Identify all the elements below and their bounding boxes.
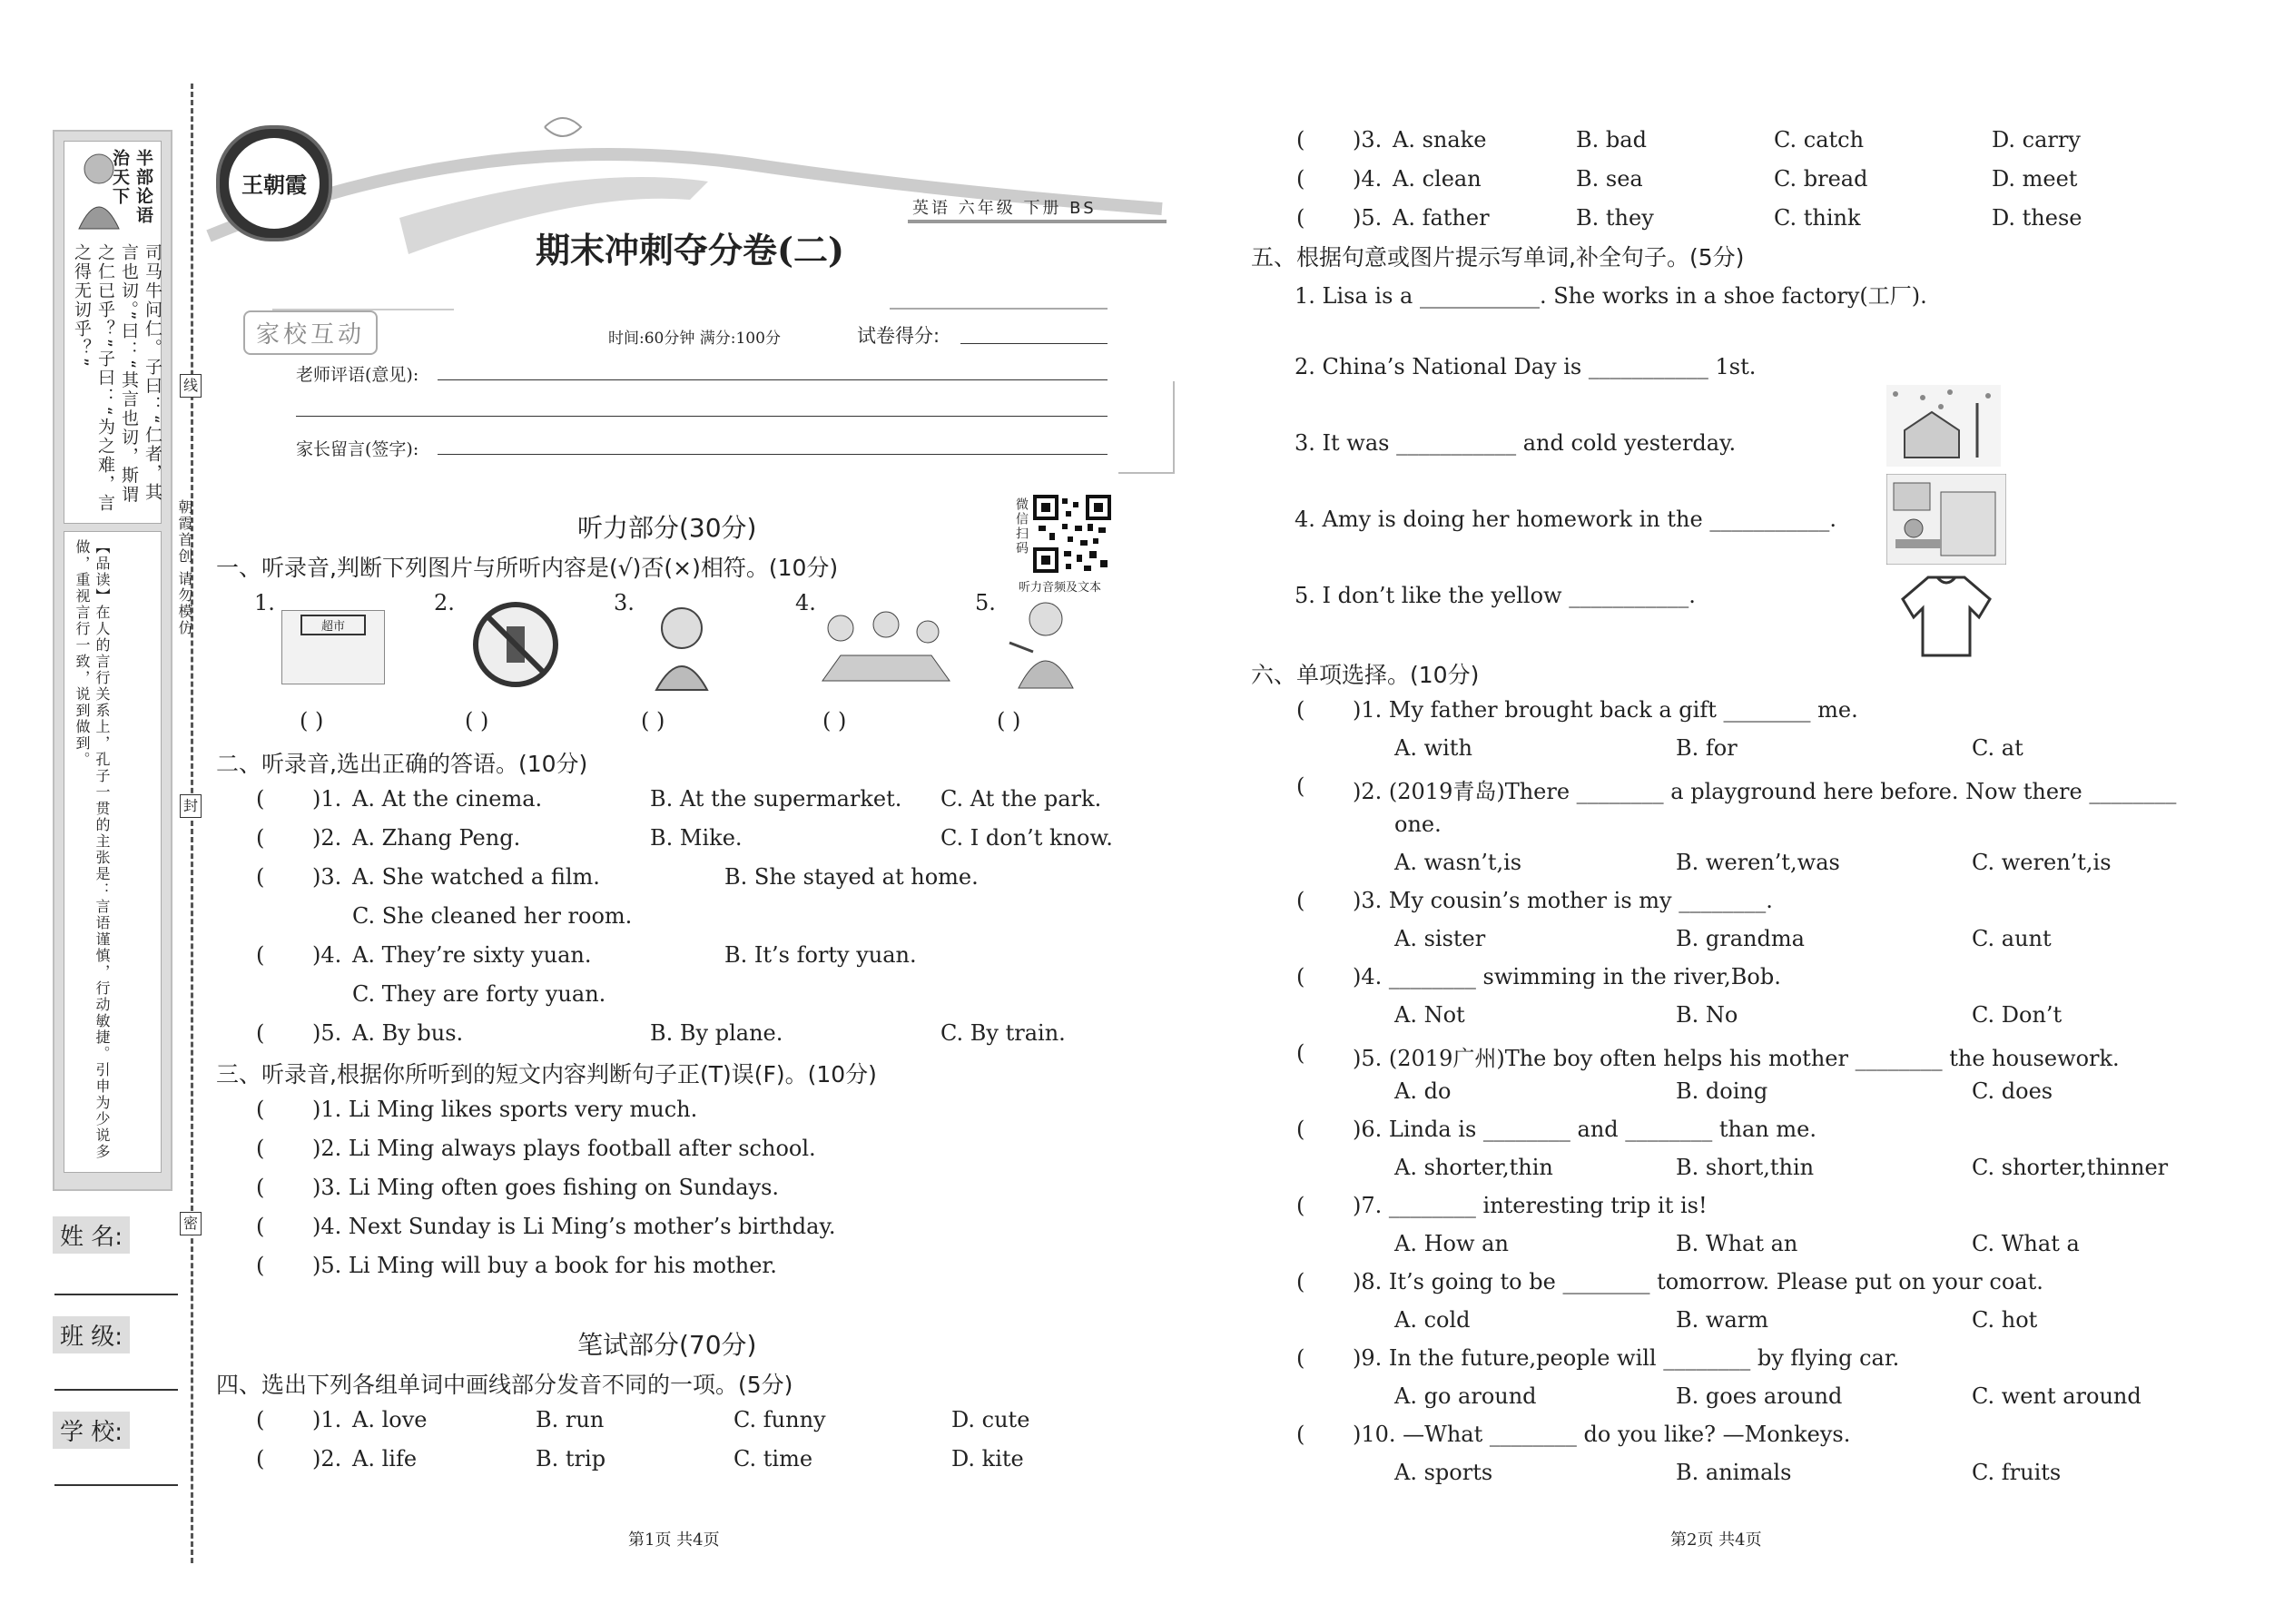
choice-option-c: C. shorter,thinner	[1972, 1155, 2169, 1180]
answer-bracket[interactable]: (	[256, 1136, 265, 1161]
qr-side-label: 微信扫码	[1014, 497, 1029, 556]
nurse-picture-icon	[643, 597, 721, 692]
question-number: )1.	[312, 786, 342, 812]
choice-option-c: C. at	[1972, 735, 2023, 761]
question-number: )5.	[1353, 205, 1383, 231]
cut-mark: 线	[180, 374, 202, 398]
answer-bracket[interactable]: (	[1296, 127, 1305, 153]
sidebar-commentary: 【品读】在人的言行关系上，孔子一贯的主张是：言语谨慎，行动敏捷。引申为少说多做，重视言行一致，说到做到。	[74, 539, 111, 1160]
choice-option-c: C. went around	[1972, 1383, 2141, 1409]
choice-option-b: B. What an	[1676, 1231, 1798, 1256]
tag-underline	[908, 220, 1167, 223]
choice-option-a: A. with	[1394, 735, 1472, 761]
page-number-right: 第2页 共4页	[1670, 1530, 1762, 1550]
choice-option-a: A. How an	[1394, 1231, 1509, 1256]
qr-code-icon[interactable]	[1033, 495, 1111, 573]
cut-mark: 密	[180, 1212, 202, 1235]
option-a: A. By bus.	[352, 1020, 464, 1046]
picture-answer-blank[interactable]: ( )	[465, 708, 489, 733]
answer-bracket[interactable]: (	[1296, 1269, 1305, 1294]
question-number: )1.	[312, 1407, 342, 1432]
word-option-c: C. bread	[1774, 166, 1868, 192]
section-6-heading: 六、单项选择。(10分)	[1251, 662, 1480, 688]
choice-question: )5. (2019广州)The boy often helps his mother ________ the housework.	[1353, 1046, 2120, 1071]
word-option-d: D. meet	[1992, 166, 2078, 192]
choice-option-c: C. What a	[1972, 1231, 2080, 1256]
true-false-statement: )5. Li Ming will buy a book for his mother.	[312, 1253, 777, 1278]
option-a: A. They’re sixty yuan.	[352, 942, 592, 968]
picture-number: 2.	[434, 590, 455, 615]
choice-option-c: C. fruits	[1972, 1460, 2062, 1485]
choice-question: )10. —What ________ do you like? —Monkeys.	[1353, 1422, 1851, 1447]
section-1-heading: 一、听录音,判断下列图片与所听内容是(√)否(×)相符。(10分)	[216, 555, 839, 581]
option-b: B. By plane.	[650, 1020, 783, 1046]
question-number: )2.	[312, 1446, 342, 1471]
question-number: )5.	[312, 1020, 342, 1046]
picture-number: 4.	[795, 590, 816, 615]
word-option-b: B. they	[1576, 205, 1654, 231]
choice-question: )9. In the future,people will ________ by flying car.	[1353, 1345, 1900, 1371]
answer-bracket[interactable]: (	[1296, 1345, 1305, 1371]
teacher-comment-label: 老师评语(意见):	[296, 365, 419, 385]
choice-option-b: B. short,thin	[1676, 1155, 1815, 1180]
choice-question: )7. ________ interesting trip it is!	[1353, 1193, 1708, 1218]
section-3-heading: 三、听录音,根据你所听到的短文内容判断句子正(T)误(F)。(10分)	[216, 1061, 877, 1088]
dancing-picture-icon	[1000, 597, 1086, 692]
picture-number: 5.	[975, 590, 996, 615]
choice-option-a: A. cold	[1394, 1307, 1471, 1333]
class-field[interactable]	[54, 1389, 178, 1391]
answer-bracket[interactable]: (	[256, 942, 265, 968]
score-field[interactable]	[960, 343, 1108, 344]
question-number: )4.	[1353, 166, 1383, 192]
word-option-a: A. father	[1393, 205, 1490, 231]
choice-option-b: B. weren’t,was	[1676, 850, 1840, 875]
snowy-day-picture-icon	[1886, 385, 2001, 467]
choice-option-a: A. sister	[1394, 926, 1486, 951]
copy-notice: 朝霞首创 请勿模仿	[176, 499, 193, 637]
choice-question: )6. Linda is ________ and ________ than me.	[1353, 1117, 1816, 1142]
answer-bracket[interactable]: (	[1296, 773, 1305, 799]
true-false-statement: )4. Next Sunday is Li Ming’s mother’s birthday.	[312, 1214, 836, 1239]
answer-bracket[interactable]: (	[1296, 166, 1305, 192]
choice-option-b: B. warm	[1676, 1307, 1768, 1333]
family-picnic-picture-icon	[813, 601, 959, 684]
supermarket-picture	[281, 610, 385, 684]
choice-option-c: C. Don’t	[1972, 1002, 2063, 1028]
writing-section-title: 笔试部分(70分)	[577, 1330, 757, 1360]
word-option-b: B. trip	[536, 1446, 606, 1471]
logo-text: 王朝霞	[241, 172, 307, 198]
teacher-comment-line-2[interactable]	[296, 416, 1108, 417]
choice-option-c: C. weren’t,is	[1972, 850, 2112, 875]
choice-option-a: A. do	[1394, 1078, 1452, 1104]
answer-bracket[interactable]: (	[1296, 888, 1305, 913]
true-false-statement: )3. Li Ming often goes fishing on Sundays.	[312, 1175, 780, 1200]
answer-bracket[interactable]: (	[256, 1020, 265, 1046]
word-option-c: C. catch	[1774, 127, 1865, 153]
answer-bracket[interactable]: (	[1296, 964, 1305, 989]
word-option-d: D. cute	[951, 1407, 1030, 1432]
sweater-picture-icon	[1901, 572, 1992, 659]
option-b: B. She stayed at home.	[724, 864, 979, 890]
choice-option-c: C. does	[1972, 1078, 2053, 1104]
quote-box	[64, 141, 162, 524]
choice-option-a: A. shorter,thin	[1394, 1155, 1553, 1180]
fill-in-sentence[interactable]: 1. Lisa is a ___________. She works in a shoe factory(工厂).	[1295, 283, 1927, 309]
qr-caption: 听力音频及文本	[1019, 581, 1102, 595]
answer-bracket[interactable]: (	[256, 786, 265, 812]
score-label: 试卷得分:	[857, 325, 940, 347]
choice-option-a: A. sports	[1394, 1460, 1493, 1485]
option-c: C. By train.	[940, 1020, 1066, 1046]
cut-line	[191, 84, 193, 1563]
choice-option-a: A. Not	[1394, 1002, 1465, 1028]
question-number: )3.	[1353, 127, 1383, 153]
choice-option-b: B. for	[1676, 735, 1738, 761]
option-c: C. They are forty yuan.	[352, 981, 606, 1007]
listening-section-title: 听力部分(30分)	[577, 513, 757, 543]
word-option-a: A. snake	[1393, 127, 1487, 153]
parent-comment-label: 家长留言(签字):	[296, 439, 419, 459]
word-option-b: B. sea	[1576, 166, 1643, 192]
commentary-box	[64, 531, 162, 1173]
true-false-statement: )1. Li Ming likes sports very much.	[312, 1097, 698, 1122]
choice-option-c: C. hot	[1972, 1307, 2038, 1333]
true-false-statement: )2. Li Ming always plays football after school.	[312, 1136, 816, 1161]
page-title: 期末冲刺夺分卷(二)	[536, 230, 844, 271]
option-c: C. At the park.	[940, 786, 1102, 812]
word-option-c: C. think	[1774, 205, 1861, 231]
fill-in-sentence[interactable]: 4. Amy is doing her homework in the ___________.	[1295, 507, 1836, 532]
sidebar-quote: 司马牛问仁。子曰：“仁者，其言也讱。”曰：“其言也讱，斯谓之仁已乎？”子曰：“为之难，言之得无讱乎？”	[72, 243, 162, 513]
no-littering-icon	[472, 601, 559, 688]
brand-logo	[216, 125, 332, 241]
choice-question: )8. It’s going to be ________ tomorrow. Please put on your coat.	[1353, 1269, 2043, 1294]
option-a: A. Zhang Peng.	[352, 825, 521, 851]
page-number-left: 第1页 共4页	[628, 1530, 720, 1550]
picture-answer-blank[interactable]: ( )	[641, 708, 665, 733]
option-a: A. She watched a film.	[352, 864, 600, 890]
question-number: )3.	[312, 864, 342, 890]
answer-bracket[interactable]: (	[1296, 1193, 1305, 1218]
choice-question: )4. ________ swimming in the river,Bob.	[1353, 964, 1781, 989]
choice-option-c: C. aunt	[1972, 926, 2052, 951]
option-a: A. At the cinema.	[352, 786, 543, 812]
section-2-heading: 二、听录音,选出正确的答语。(10分)	[216, 751, 588, 777]
word-option-c: C. funny	[733, 1407, 826, 1432]
answer-bracket[interactable]: (	[256, 1097, 265, 1122]
answer-bracket[interactable]: (	[256, 1253, 265, 1278]
section-4-heading: 四、选出下列各组单词中画线部分发音不同的一项。(5分)	[216, 1372, 793, 1398]
word-option-d: D. these	[1992, 205, 2082, 231]
answer-bracket[interactable]: (	[256, 1407, 265, 1432]
subject-tags: 英语 六年级 下册 BS	[912, 199, 1097, 218]
word-option-d: D. kite	[951, 1446, 1024, 1471]
choice-option-b: B. grandma	[1676, 926, 1805, 951]
answer-bracket[interactable]: (	[1296, 1117, 1305, 1142]
header-frame	[1118, 381, 1175, 474]
answer-bracket[interactable]: (	[256, 1446, 265, 1471]
option-b: B. At the supermarket.	[650, 786, 902, 812]
word-option-b: B. bad	[1576, 127, 1647, 153]
word-option-a: A. clean	[1393, 166, 1482, 192]
section-5-heading: 五、根据句意或图片提示写单词,补全句子。(5分)	[1251, 244, 1745, 271]
answer-bracket[interactable]: (	[256, 1214, 265, 1239]
school-field[interactable]	[54, 1484, 178, 1486]
answer-bracket[interactable]: (	[256, 825, 265, 851]
option-b: B. Mike.	[650, 825, 743, 851]
name-label: 姓 名:	[53, 1216, 130, 1254]
fill-in-sentence[interactable]: 5. I don’t like the yellow ___________.	[1295, 583, 1696, 608]
choice-option-a: A. wasn’t,is	[1394, 850, 1522, 875]
sidebar-title: 半部论语治天下	[110, 149, 153, 225]
picture-answer-blank[interactable]: ( )	[822, 708, 847, 733]
answer-bracket[interactable]: (	[256, 864, 265, 890]
picture-answer-blank[interactable]: ( )	[997, 708, 1021, 733]
question-number: )4.	[312, 942, 342, 968]
family-school-label: 家校互动	[243, 310, 378, 355]
choice-question: )1. My father brought back a gift ________ me.	[1353, 697, 1858, 723]
picture-number: 1.	[254, 590, 275, 615]
school-label: 学 校:	[53, 1412, 130, 1449]
option-c: C. I don’t know.	[940, 825, 1113, 851]
picture-number: 3.	[614, 590, 635, 615]
choice-option-b: B. doing	[1676, 1078, 1768, 1104]
teacher-comment-field[interactable]	[438, 379, 1108, 380]
study-room-picture-icon	[1886, 474, 2006, 565]
word-option-b: B. run	[536, 1407, 605, 1432]
fill-in-sentence[interactable]: 3. It was ___________ and cold yesterday.	[1295, 430, 1737, 456]
name-field[interactable]	[54, 1294, 178, 1295]
choice-question: )2. (2019青岛)There ________ a playground here before. Now there ________	[1353, 779, 2177, 804]
choice-option-a: A. go around	[1394, 1383, 1537, 1409]
word-option-d: D. carry	[1992, 127, 2081, 153]
choice-option-b: B. No	[1676, 1002, 1738, 1028]
class-label: 班 级:	[53, 1316, 130, 1353]
question-number: )2.	[312, 825, 342, 851]
parent-comment-field[interactable]	[438, 454, 1108, 455]
option-b: B. It’s forty yuan.	[724, 942, 917, 968]
sidebar-panel	[53, 130, 172, 1191]
choice-option-b: B. animals	[1676, 1460, 1792, 1485]
picture-answer-blank[interactable]: ( )	[300, 708, 324, 733]
time-score-info: 时间:60分钟 满分:100分	[608, 330, 781, 348]
answer-bracket[interactable]: (	[1296, 1422, 1305, 1447]
fill-in-sentence[interactable]: 2. China’s National Day is ___________ 1st.	[1295, 354, 1757, 379]
option-c: C. She cleaned her room.	[352, 903, 633, 929]
supermarket-sign: 超市	[300, 615, 366, 635]
choice-question-cont: one.	[1394, 812, 1442, 837]
choice-option-b: B. goes around	[1676, 1383, 1843, 1409]
word-option-c: C. time	[733, 1446, 813, 1471]
word-option-a: A. love	[352, 1407, 428, 1432]
answer-bracket[interactable]: (	[256, 1175, 265, 1200]
answer-bracket[interactable]: (	[1296, 697, 1305, 723]
answer-bracket[interactable]: (	[1296, 1040, 1305, 1066]
word-option-a: A. life	[352, 1446, 418, 1471]
choice-question: )3. My cousin’s mother is my ________.	[1353, 888, 1773, 913]
cut-mark: 封	[180, 794, 202, 818]
answer-bracket[interactable]: (	[1296, 205, 1305, 231]
